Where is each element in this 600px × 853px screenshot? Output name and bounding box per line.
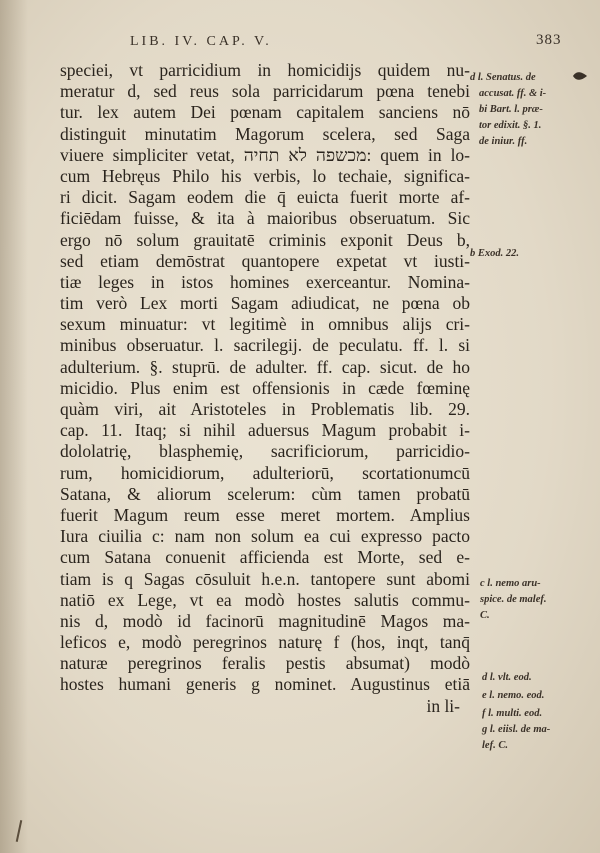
text-line: viuere simpliciter vetat, מכשפה לא תחיה: quem in lo- — [60, 144, 470, 165]
text-line: hostes humani generis g nominet. Augustinus etiā — [60, 674, 470, 695]
text-line: quàm viri, ait Aristoteles in Problematis lib. 29. — [60, 399, 470, 419]
text-line: distinguit minutatim Magorum scelera, sed Saga — [60, 123, 470, 144]
margin-note-d: accusat. ff. & i- — [479, 88, 547, 99]
page-header — [0, 30, 600, 54]
text-line: minibus obseruatur. l. sacrilegij. de peculatu. ff. l. si — [60, 335, 470, 356]
text-line: tiam is q Sagas cōsuluit h.e.n. tantopere sunt abomi — [60, 568, 470, 589]
text-line: fuerit Magum reum esse meret mortem. Amplius — [60, 504, 470, 525]
margin-note-d: de iniur. ff. — [479, 136, 528, 147]
text-line: cum Satana conuenit afficienda est Morte, sed e- — [60, 547, 470, 568]
margin-note-g: lef. C. — [482, 740, 508, 751]
text-line: cap. 11. Itaq; si nihil aduersus Magum probabit i- — [60, 420, 470, 441]
margin-note-c: c l. nemo aru- — [480, 578, 541, 589]
margin-note-d: tor edixit. §. 1. — [479, 120, 542, 131]
margin-note-c: spice. de malef. — [480, 594, 547, 605]
text-line: Iura ciuilia c: nam non solum ea cui expresso pacto — [60, 526, 470, 547]
text-line: Satana, & aliorum scelerum: cùm tamen probatū — [60, 483, 470, 504]
text-line: speciei, vt parricidium in homicidijs quidem nu- — [60, 60, 470, 80]
running-title: LIB. IV. CAP. V. — [130, 34, 272, 49]
text-line: ri dicit. Sagam eodem die q̄ euicta fuerit morte af- — [60, 187, 470, 208]
gutter-shadow — [0, 0, 28, 853]
text-line: ficiēdam fuisse, & ita à maioribus obseruatum. Sic — [60, 208, 470, 229]
margin-note-e: e l. nemo. eod. — [482, 690, 545, 701]
text-line: tiæ leges in istos homines exerceantur. Nomina- — [60, 271, 470, 292]
text-line: sexum minuatur: vt legitimè in omnibus alijs cri- — [60, 314, 470, 335]
text-line: nis d, modò id facinorū magnitudinē Magos ma- — [60, 610, 470, 631]
text-line: natiō ex Lege, vt ea modò hostes salutis commu- — [60, 589, 470, 610]
margin-note-g: g l. eiisl. de ma- — [482, 724, 551, 735]
text-line: dololatrię, blasphemię, sacrificiorum, parricidio- — [60, 441, 470, 462]
text-line: adulterium. §. stuprū. de adulter. ff. cap. sicut. de ho — [60, 356, 470, 377]
text-line: cum Hebręus Philo his verbis, lo techaie, significa- — [60, 165, 470, 186]
text-line: naturæ peregrinos feralis pestis absumat) modò — [60, 653, 470, 674]
margin-note-b: b Exod. 22. — [470, 248, 520, 259]
main-text-block — [60, 60, 470, 717]
text-line: sed etiam demōstrat quantopere expetat vt iusti- — [60, 250, 470, 271]
text-line: micidio. Plus enim est offensionis in cæde fœminę — [60, 377, 470, 398]
text-line: tim verò Lex morti Sagam adiudicat, ne pœna ob — [60, 293, 470, 314]
margin-note-d2: d l. vlt. eod. — [482, 672, 532, 683]
text-line: leficos e, modò peregrinos naturę f (hos, inqt, tanq̄ — [60, 632, 470, 653]
fleuron-icon — [572, 70, 588, 82]
margin-note-d: d l. Senatus. de — [470, 72, 536, 83]
text-line: rum, homicidiorum, adulteriorū, scortationumcū — [60, 462, 470, 483]
text-line: meratur d, sed reus sola parricidarum pœna tenebi — [60, 81, 470, 102]
catchword-line: in li- — [426, 695, 460, 716]
margin-note-c: C. — [480, 610, 490, 621]
margin-note-f: f l. multi. eod. — [482, 708, 543, 719]
margin-note-d: bi Bart. l. præ- — [479, 104, 543, 115]
page-number: 383 — [536, 32, 562, 48]
text-line: tur. lex autem Dei pœnam capitalem sanciens nō — [60, 102, 470, 123]
text-line: ergo nō solum grauitatē criminis exponit Deus b, — [60, 229, 470, 250]
